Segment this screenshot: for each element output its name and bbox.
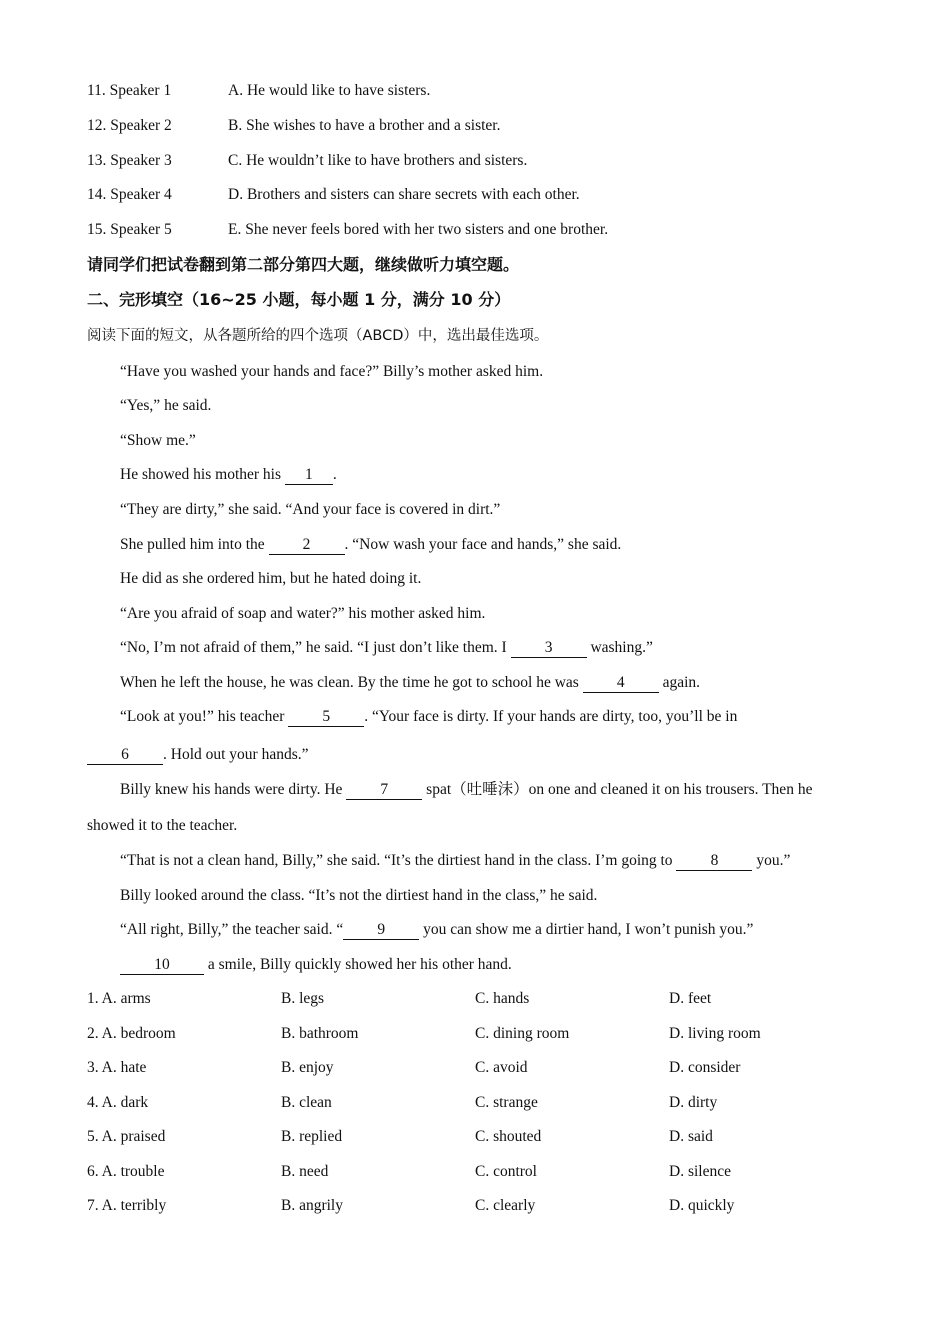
section-title: 二、完形填空（16~25 小题，每小题 1 分，满分 10 分） <box>87 290 511 309</box>
option-c[interactable]: C. strange <box>475 1094 538 1111</box>
blank-10[interactable]: 10 <box>120 957 204 975</box>
passage-line: He showed his mother his 1 . <box>120 466 337 483</box>
option-a[interactable]: 7. A. terribly <box>87 1197 167 1214</box>
option-b[interactable]: B. angrily <box>281 1197 343 1214</box>
blank-1[interactable]: 1 <box>285 467 333 485</box>
option-a[interactable]: 3. A. hate <box>87 1059 147 1076</box>
passage-line: Billy looked around the class. “It’s not the dirtiest hand in the class,” he said. <box>120 887 598 904</box>
option-c[interactable]: C. clearly <box>475 1197 536 1214</box>
passage-line: 10 a smile, Billy quickly showed her his other hand. <box>120 955 512 975</box>
notice-text: 请同学们把试卷翻到第二部分第四大题，继续做听力填空题。 <box>87 255 520 274</box>
blank-3[interactable]: 3 <box>511 640 587 658</box>
passage-line: When he left the house, he was clean. By the time he got to school he was 4 again. <box>120 674 701 691</box>
matching-item <box>87 116 500 136</box>
option-c[interactable]: C. control <box>475 1163 537 1180</box>
passage-line: 6 . Hold out your hands.” <box>87 745 309 765</box>
option-c[interactable]: C. hands <box>475 990 530 1007</box>
option-b[interactable]: B. bathroom <box>281 1025 359 1042</box>
passage-line: “All right, Billy,” the teacher said. “ 9 you can show me a dirtier hand, I won’t punish you.” <box>120 921 754 938</box>
matching-item <box>87 151 527 171</box>
matching-item <box>87 81 430 101</box>
option-b[interactable]: B. replied <box>281 1128 343 1145</box>
option-c[interactable]: C. avoid <box>475 1059 528 1076</box>
passage-line: “No, I’m not afraid of them,” he said. “I just don’t like them. I 3 washing.” <box>120 639 653 656</box>
option-c[interactable]: C. shouted <box>475 1128 542 1145</box>
passage-line: “They are dirty,” she said. “And your face is covered in dirt.” <box>120 501 501 518</box>
option-d[interactable]: D. silence <box>669 1163 731 1180</box>
passage-line: “Yes,” he said. <box>120 397 212 414</box>
speaker-label: 13. Speaker 3 <box>87 152 172 169</box>
option-b[interactable]: B. clean <box>281 1094 332 1111</box>
passage-line: She pulled him into the 2 . “Now wash your face and hands,” she said. <box>120 536 622 553</box>
option-a[interactable]: 1. A. arms <box>87 990 151 1007</box>
passage-line: showed it to the teacher. <box>87 817 238 834</box>
speaker-label: 12. Speaker 2 <box>87 117 172 134</box>
passage-line: “Look at you!” his teacher 5 . “Your face is dirty. If your hands are dirty, too, you’ll be in <box>120 708 738 725</box>
speaker-label: 15. Speaker 5 <box>87 221 172 238</box>
passage-line: “Show me.” <box>120 432 196 449</box>
speaker-label: 14. Speaker 4 <box>87 186 172 203</box>
passage-line: “Are you afraid of soap and water?” his mother asked him. <box>120 605 486 622</box>
option-a[interactable]: 2. A. bedroom <box>87 1025 176 1042</box>
matching-option: A. He would like to have sisters. <box>228 82 431 99</box>
speaker-label: 11. Speaker 1 <box>87 82 172 99</box>
matching-option: E. She never feels bored with her two sisters and one brother. <box>228 221 609 238</box>
option-d[interactable]: D. dirty <box>669 1094 718 1111</box>
option-d[interactable]: D. feet <box>669 990 712 1007</box>
blank-6[interactable]: 6 <box>87 747 163 765</box>
matching-option: B. She wishes to have a brother and a sister. <box>228 117 501 134</box>
passage-line: “Have you washed your hands and face?” Billy’s mother asked him. <box>120 363 544 380</box>
option-a[interactable]: 6. A. trouble <box>87 1163 165 1180</box>
blank-4[interactable]: 4 <box>583 675 659 693</box>
matching-item <box>87 185 580 205</box>
option-b[interactable]: B. enjoy <box>281 1059 334 1076</box>
option-a[interactable]: 5. A. praised <box>87 1128 166 1145</box>
blank-5[interactable]: 5 <box>288 709 364 727</box>
option-d[interactable]: D. living room <box>669 1025 761 1042</box>
matching-option: C. He wouldn’t like to have brothers and sisters. <box>228 152 528 169</box>
option-b[interactable]: B. need <box>281 1163 329 1180</box>
blank-7[interactable]: 7 <box>346 782 422 800</box>
option-d[interactable]: D. consider <box>669 1059 741 1076</box>
blank-2[interactable]: 2 <box>269 537 345 555</box>
matching-item <box>87 220 608 240</box>
blank-9[interactable]: 9 <box>343 922 419 940</box>
passage-line: “That is not a clean hand, Billy,” she said. “It’s the dirtiest hand in the class. I’m going to 8 you.” <box>120 852 791 869</box>
section-instructions: 阅读下面的短文，从各题所给的四个选项（ABCD）中，选出最佳选项。 <box>87 328 549 344</box>
matching-option: D. Brothers and sisters can share secrets with each other. <box>228 186 580 203</box>
blank-8[interactable]: 8 <box>676 853 752 871</box>
option-c[interactable]: C. dining room <box>475 1025 570 1042</box>
passage-line: Billy knew his hands were dirty. He 7 spat（吐唾沫）on one and cleaned it on his trousers. Then he <box>120 781 813 798</box>
option-a[interactable]: 4. A. dark <box>87 1094 149 1111</box>
option-d[interactable]: D. quickly <box>669 1197 735 1214</box>
option-b[interactable]: B. legs <box>281 990 325 1007</box>
option-d[interactable]: D. said <box>669 1128 713 1145</box>
passage-line: He did as she ordered him, but he hated doing it. <box>120 570 422 587</box>
